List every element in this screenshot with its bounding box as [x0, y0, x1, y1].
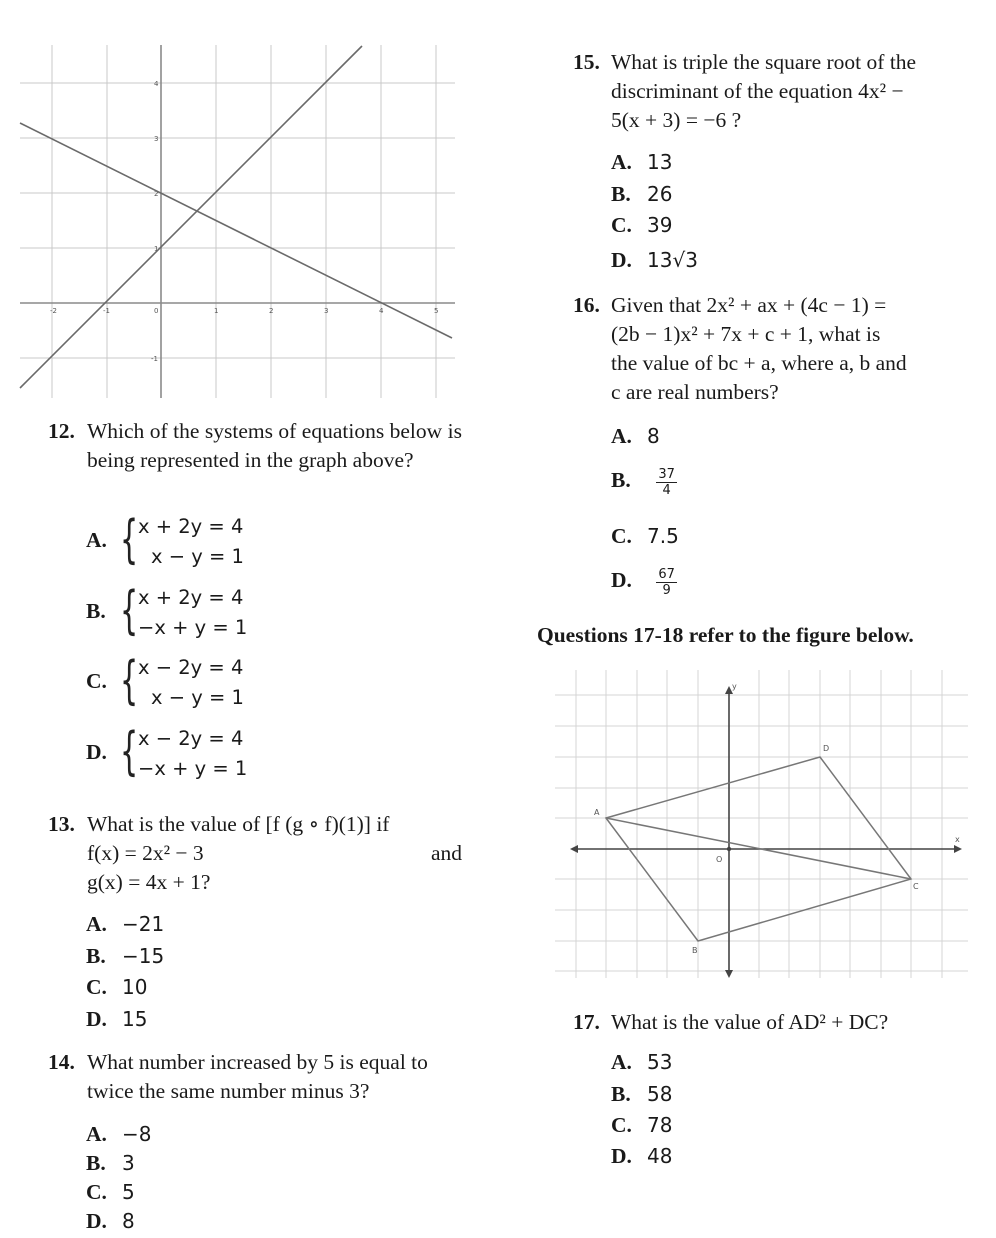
question-number: 16. — [573, 293, 600, 317]
brace-icon: { — [120, 722, 139, 782]
point-label-d: D — [823, 744, 830, 753]
question-text-line: What is triple the square root of the — [611, 50, 917, 74]
graph-systems-of-equations — [0, 40, 470, 400]
question-text: Which of the systems of equations below is being represented in the graph above? — [87, 419, 462, 472]
axis-label-x: x — [955, 835, 960, 844]
graph1-lines — [20, 46, 452, 388]
question-17 — [573, 1008, 993, 1037]
x-tick: 0 — [154, 307, 159, 315]
question-text: What is the value of AD² + DC? — [611, 1010, 889, 1034]
brace-icon: { — [120, 510, 139, 570]
line-x-plus-2y-eq-4 — [20, 123, 452, 338]
line-x-minus-y-eq-1 — [20, 46, 362, 388]
equation-1: x − 2y = 4 — [138, 656, 244, 679]
q12-choice-d[interactable] — [86, 724, 286, 786]
q14-choice-b[interactable]: B. 3 — [86, 1151, 135, 1175]
q17-choice-d[interactable]: D. 48 — [611, 1144, 673, 1168]
graph2-grid — [555, 670, 968, 978]
q14-choice-a[interactable]: A. −8 — [86, 1122, 152, 1146]
arrow-right-icon — [954, 845, 962, 853]
origin-point — [727, 847, 731, 851]
graph1-grid — [20, 45, 455, 398]
q14-choice-c[interactable]: C. 5 — [86, 1180, 135, 1204]
q15-choice-b[interactable]: B. 26 — [611, 182, 673, 206]
equation-1: x + 2y = 4 — [138, 515, 244, 538]
x-tick: -1 — [103, 307, 110, 315]
q17-choice-c[interactable]: C. 78 — [611, 1113, 673, 1137]
x-tick: -2 — [50, 307, 57, 315]
question-text-line: What is the value of [f (g ∘ f)(1)] if — [87, 812, 390, 836]
choice-label: D. — [86, 740, 107, 764]
y-tick: 1 — [154, 245, 159, 253]
question-text-line: f(x) = 2x² − 3 — [87, 841, 204, 865]
q13-choice-d[interactable]: D. 15 — [86, 1007, 148, 1031]
arrow-left-icon — [570, 845, 578, 853]
question-number: 14. — [48, 1050, 75, 1074]
question-text-line: 5(x + 3) = −6 ? — [611, 108, 742, 132]
question-number: 13. — [48, 812, 75, 836]
y-tick: 3 — [154, 135, 159, 143]
question-text-line: (2b − 1)x² + 7x + c + 1, what is — [611, 322, 881, 346]
point-label-a: A — [594, 808, 600, 817]
q13-choice-c[interactable]: C. 10 — [86, 975, 148, 999]
graph-quadrilateral-abcd — [548, 665, 973, 980]
equation-2: x − y = 1 — [151, 545, 244, 568]
question-text-line: c are real numbers? — [611, 380, 779, 404]
question-number: 12. — [48, 419, 75, 443]
q15-choice-c[interactable]: C. 39 — [611, 213, 673, 237]
fraction: $\frac{37}{4}$ — [658, 466, 675, 498]
choice-label: B. — [86, 599, 106, 623]
equation-1: x − 2y = 4 — [138, 727, 244, 750]
equation-2: −x + y = 1 — [138, 757, 248, 780]
equation-2: x − y = 1 — [151, 686, 244, 709]
question-12 — [48, 417, 462, 475]
fraction: $\frac{67}{9}$ — [658, 566, 675, 598]
question-number: 15. — [573, 50, 600, 74]
point-label-b: B — [692, 946, 698, 955]
brace-icon: { — [120, 581, 139, 641]
q12-choice-a[interactable] — [86, 512, 286, 574]
axis-label-y: y — [732, 682, 737, 691]
equation-2: −x + y = 1 — [138, 616, 248, 639]
q16-choice-d[interactable]: D. $\frac{67}{9}$ — [611, 566, 675, 598]
question-16 — [573, 291, 996, 407]
x-tick: 5 — [434, 307, 439, 315]
arrow-down-icon — [725, 970, 733, 978]
q13-choice-b[interactable]: B. −15 — [86, 944, 165, 968]
y-tick: 2 — [154, 190, 159, 198]
x-tick: 2 — [269, 307, 274, 315]
choice-label: C. — [86, 669, 107, 693]
question-text-line: g(x) = 4x + 1? — [87, 870, 211, 894]
question-text-and: and — [430, 841, 462, 865]
question-14 — [48, 1048, 462, 1106]
section-heading: Questions 17-18 refer to the figure below. — [537, 623, 914, 647]
question-text-line: Given that 2x² + ax + (4c − 1) = — [611, 293, 887, 317]
graph1-axes — [20, 45, 455, 398]
y-tick: -1 — [151, 355, 158, 363]
graph2-axes — [576, 692, 956, 973]
axis-arrows — [570, 686, 962, 978]
equation-1: x + 2y = 4 — [138, 586, 244, 609]
q14-choice-d[interactable]: D. 8 — [86, 1209, 135, 1233]
choice-label: A. — [86, 528, 107, 552]
brace-icon: { — [120, 651, 139, 711]
question-text-line: discriminant of the equation 4x² − — [611, 79, 904, 103]
question-13 — [48, 810, 468, 897]
q16-choice-b[interactable]: B. $\frac{37}{4}$ — [611, 466, 675, 498]
question-15 — [573, 48, 993, 135]
origin-label: O — [716, 855, 723, 864]
y-tick: 4 — [154, 80, 159, 88]
q16-choice-a[interactable]: A. 8 — [611, 424, 660, 448]
q13-choice-a[interactable]: A. −21 — [86, 912, 165, 936]
q17-choice-a[interactable]: A. 53 — [611, 1050, 673, 1074]
x-tick: 4 — [379, 307, 384, 315]
graph1-tick-labels — [50, 80, 438, 363]
x-tick: 3 — [324, 307, 329, 315]
q16-choice-c[interactable]: C. 7.5 — [611, 524, 679, 548]
q12-choice-c[interactable] — [86, 653, 286, 715]
q15-choice-d[interactable]: D. 13√3 — [611, 248, 698, 272]
q12-choice-b[interactable] — [86, 583, 286, 645]
question-text-line: the value of bc + a, where a, b and — [611, 351, 907, 375]
point-label-c: C — [913, 882, 919, 891]
question-number: 17. — [573, 1010, 600, 1034]
q17-choice-b[interactable]: B. 58 — [611, 1082, 673, 1106]
x-tick: 1 — [214, 307, 219, 315]
question-text: What number increased by 5 is equal to twice the same number minus 3? — [87, 1050, 428, 1103]
q15-choice-a[interactable]: A. 13 — [611, 150, 673, 174]
